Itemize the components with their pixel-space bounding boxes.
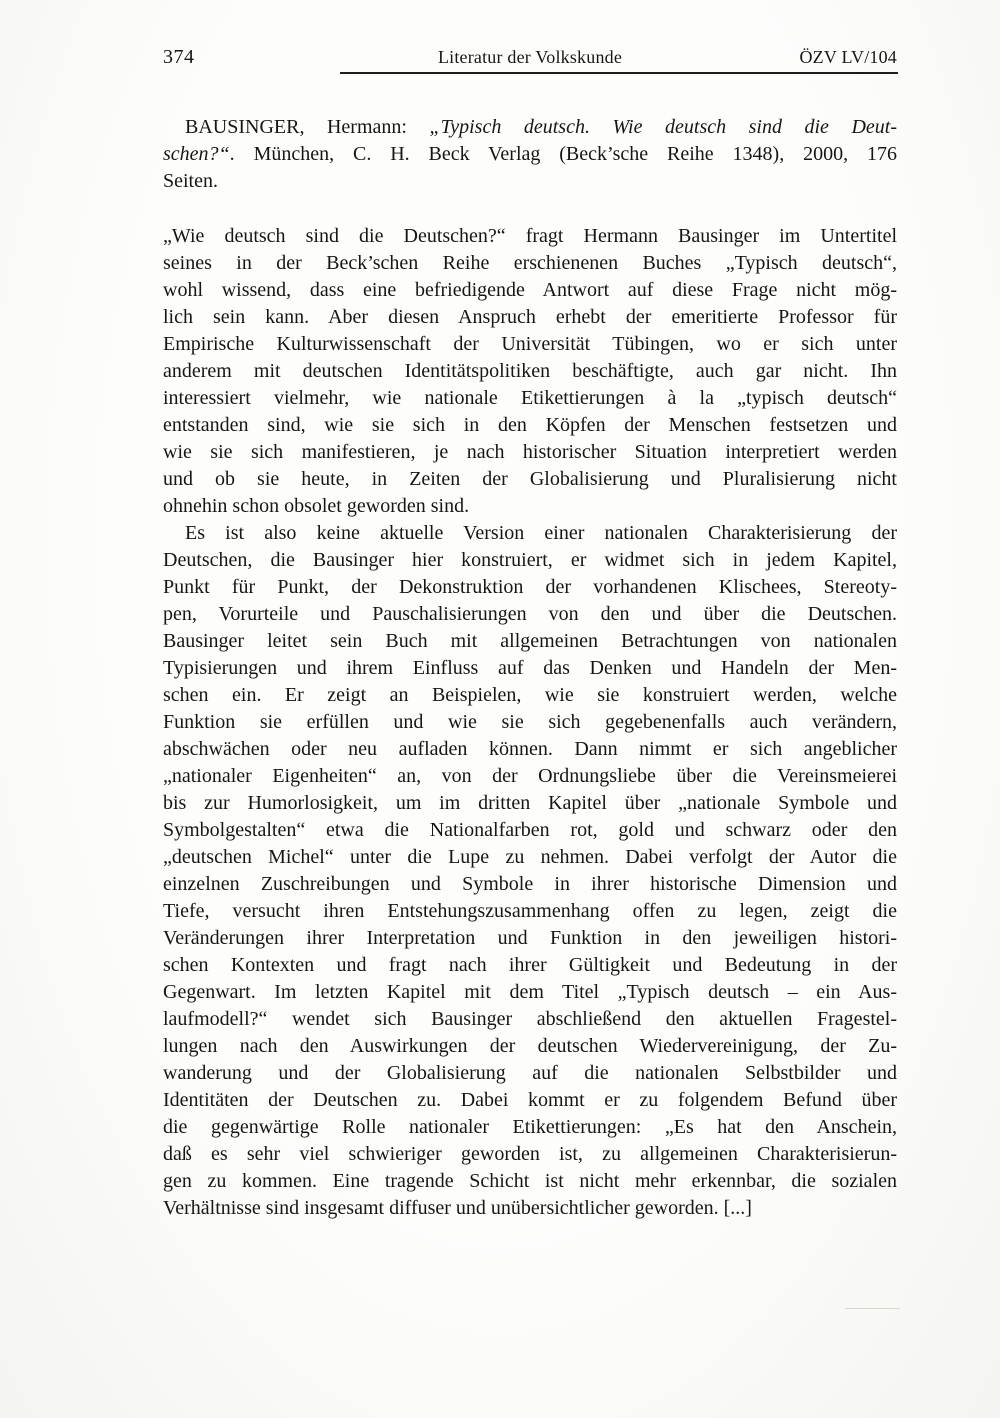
text-line: wanderung und der Globalisierung auf die nationalen Selbstbilder und [163,1062,897,1084]
text-line: Funktion sie erfüllen und wie sie sich gegebenenfalls auch verändern, [163,711,897,733]
text-line: laufmodell?“ wendet sich Bausinger abschließend den aktuellen Fragestel- [163,1008,897,1030]
text-line: „deutschen Michel“ unter die Lupe zu nehmen. Dabei verfolgt der Autor die [163,846,897,868]
text-line: Verhältnisse sind insgesamt diffuser und unübersichtlicher geworden. [...] [163,1197,752,1219]
text-line: „nationaler Eigenheiten“ an, von der Ordnungsliebe über die Vereinsmeierei [163,765,897,787]
text-line: Seiten. [163,170,218,192]
scan-artifact [845,1308,900,1309]
text-line: wie sie sich manifestieren, je nach historischer Situation interpretiert werden [163,441,897,463]
text-line: die gegenwärtige Rolle nationaler Etikettierungen: „Es hat den Anschein, [163,1116,897,1138]
text-line: Empirische Kulturwissenschaft der Universität Tübingen, wo er sich unter [163,333,897,355]
page-header [163,46,897,69]
header-rule [340,72,898,74]
page-number: 374 [163,46,195,68]
text-line: ohnehin schon obsolet geworden sind. [163,495,470,517]
text-line: und ob sie heute, in Zeiten der Globalisierung und Pluralisierung nicht [163,468,897,490]
book-citation [163,114,897,195]
text-line: Typisierungen und ihrem Einfluss auf das Denken und Handeln der Men- [163,657,897,679]
text-line: wohl wissend, dass eine befriedigende Antwort auf diese Frage nicht mög- [163,279,897,301]
text-line: „Wie deutsch sind die Deutschen?“ fragt Hermann Bausinger im Untertitel [163,225,897,247]
text-line: gen zu kommen. Eine tragende Schicht ist nicht mehr erkennbar, die sozialen [163,1170,897,1192]
text-line: pen, Vorurteile und Pauschalisierungen von den und über die Deutschen. [163,603,897,625]
text-line: Punkt für Punkt, der Dekonstruktion der vorhandenen Klischees, Stereoty- [163,576,897,598]
text-line: Deutschen, die Bausinger hier konstruiert, er widmet sich in jedem Kapitel, [163,549,897,571]
review-paragraph-2 [163,520,897,1222]
text-line: interessiert vielmehr, wie nationale Etikettierungen à la „typisch deutsch“ [163,387,897,409]
review-body [163,223,897,1222]
text-line: schen?“. München, C. H. Beck Verlag (Beck’sche Reihe 1348), 2000, 176 [163,143,897,165]
text-line: seines in der Beck’schen Reihe erschienenen Buches „Typisch deutsch“, [163,252,897,274]
text-line: einzelnen Zuschreibungen und Symbole in ihrer historische Dimension und [163,873,897,895]
text-line: abschwächen oder neu aufladen können. Dann nimmt er sich angeblicher [163,738,897,760]
text-line: schen ein. Er zeigt an Beispielen, wie sie konstruiert werden, welche [163,684,897,706]
text-line: Es ist also keine aktuelle Version einer nationalen Charakterisierung der [185,522,897,544]
text-line: lich sein kann. Aber diesen Anspruch erhebt der emeritierte Professor für [163,306,897,328]
review-paragraph-1 [163,223,897,520]
text-line: Symbolgestalten“ etwa die Nationalfarben rot, gold und schwarz oder den [163,819,897,841]
text-line: Gegenwart. Im letzten Kapitel mit dem Titel „Typisch deutsch – ein Aus- [163,981,897,1003]
journal-section-title: Literatur der Volkskunde [437,47,623,67]
text-line: daß es sehr viel schwieriger geworden ist, zu allgemeinen Charakterisierun- [163,1143,897,1165]
text-line: Veränderungen ihrer Interpretation und Funktion in den jeweiligen histori- [163,927,897,949]
text-line: Identitäten der Deutschen zu. Dabei kommt er zu folgendem Befund über [163,1089,897,1111]
text-line: schen Kontexten und fragt nach ihrer Gültigkeit und Bedeutung in der [163,954,897,976]
journal-issue-ref: ÖZV LV/104 [799,47,897,67]
text-line: lungen nach den Auswirkungen der deutschen Wiedervereinigung, der Zu- [163,1035,897,1057]
text-line: entstanden sind, wie sie sich in den Köpfen der Menschen festsetzen und [163,414,897,436]
text-line: bis zur Humorlosigkeit, um im dritten Kapitel über „nationale Symbole und [163,792,897,814]
text-line: BAUSINGER, Hermann: „Typisch deutsch. Wie deutsch sind die Deut- [185,116,897,138]
text-line: Tiefe, versucht ihren Entstehungszusammenhang offen zu legen, zeigt die [163,900,897,922]
text-line: Bausinger leitet sein Buch mit allgemeinen Betrachtungen von nationalen [163,630,897,652]
text-line: anderem mit deutschen Identitätspolitiken beschäftigte, auch gar nicht. Ihn [163,360,897,382]
